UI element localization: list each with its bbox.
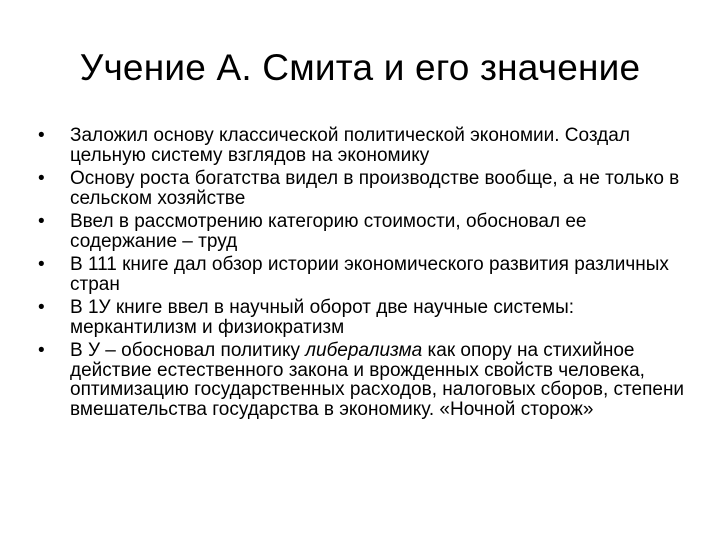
slide-title: Учение А. Смита и его значение xyxy=(79,47,641,88)
bullet-text: Основу роста богатства видел в производстве вообще, а не только в сельском хозяйстве xyxy=(70,168,680,209)
bullet-marker: • xyxy=(38,297,45,318)
bullet-item xyxy=(38,341,688,419)
bullet-text: В 1У книге ввел в научный оборот две научные системы: меркантилизм и физиократизм xyxy=(70,297,575,338)
bullet-marker: • xyxy=(38,211,45,232)
bullet-text-tail: как опору на стихийное действие естественного закона и врожденных свойств человека, оптимизацию государственных расходов, налоговых сборов, степени вмешательства государства в экономику. «Ночной сторож» xyxy=(70,340,685,420)
bullet-text: Заложил основу классической политической экономии. Создал цельную систему взглядов на экономику xyxy=(70,125,630,166)
emphasized-term: либерализма xyxy=(305,340,423,361)
bullet-text: Ввел в рассмотрению категорию стоимости, обосновал ее содержание – труд xyxy=(70,211,587,252)
bullet-marker: • xyxy=(38,168,45,189)
bullet-item xyxy=(38,298,688,337)
bullet-item xyxy=(38,255,688,294)
bullet-item xyxy=(38,169,688,208)
bullet-marker: • xyxy=(38,340,45,361)
bullet-text-lead: В У – обосновал политику xyxy=(70,340,306,361)
bullet-marker: • xyxy=(38,254,45,275)
bullet-marker: • xyxy=(38,125,45,146)
bullet-text: В 111 книге дал обзор истории экономического развития различных стран xyxy=(70,254,669,295)
bullet-item xyxy=(38,212,688,251)
bullet-list xyxy=(38,126,688,423)
bullet-item xyxy=(38,126,688,165)
bullet-text xyxy=(70,340,684,420)
